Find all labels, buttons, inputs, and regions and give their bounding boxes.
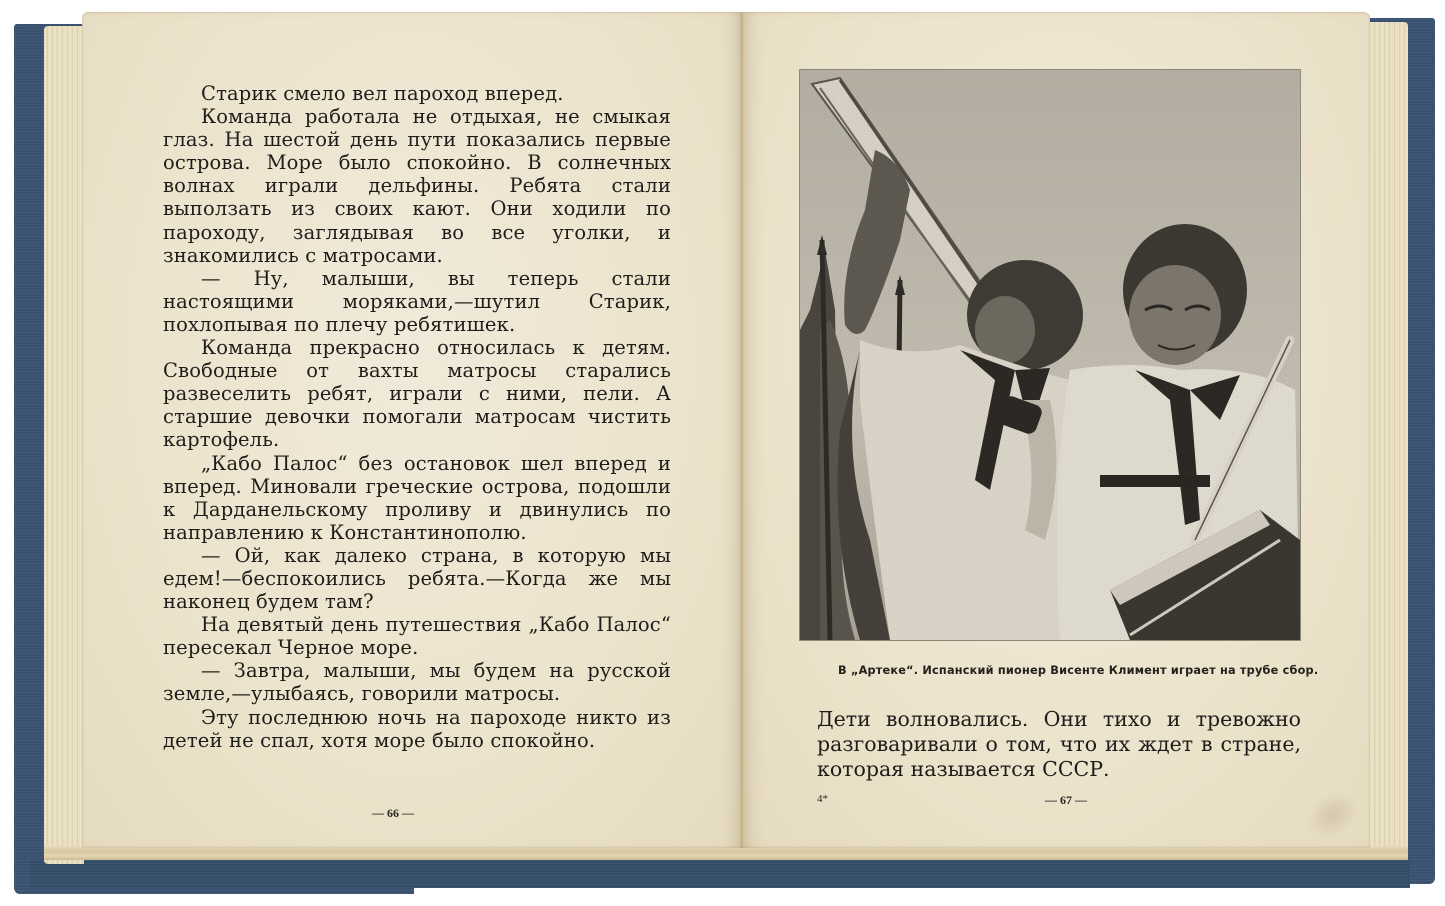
page-stack-bottom [44,846,1408,860]
paragraph: — Завтра, малыши, мы будем на русской земле,—улыбаясь, говорили матросы. [163,659,671,706]
paragraph: Дети волновались. Они тихо и тревожно разговаривали о том, что их ждет в стране, которая называется СССР. [817,707,1301,781]
book-cover-bottom-edge [30,860,1410,888]
paragraph: „Кабо Палос“ без остановок шел вперед и вперед. Миновали греческие острова, подошли к Дарданельскому проливу и двинулись по направлению к Константинополю. [163,451,671,544]
right-page-text [817,707,1301,782]
page-number-left: — 66 — [372,806,414,820]
paragraph: Старик смело вел пароход вперед. [201,82,564,105]
signature-mark: 4* [817,793,828,805]
page-number-right: — 67 — [1045,793,1087,807]
page-stack-left [44,26,84,864]
paragraph: Эту последнюю ночь на пароходе никто из детей не спал, хотя море было спокойно. [163,705,671,752]
paragraph: Команда прекрасно относилась к детям. Свободные от вахты матросы старались развеселить ребят, играли с ними, пели. А старшие девочки помогали матросам чистить картофель. [163,336,671,452]
paragraph: Команда работала не отдыхая, не смыкая глаз. На шестой день пути показались первые острова. Море было спокойно. В солнечных волнах играли дельфины. Ребята стали выползать из своих кают. Они ходили по пароходу, заглядывая во все уголки, и знакомились с матросами. [163,105,671,267]
book-gutter [740,14,743,846]
left-page-text [163,82,671,752]
page-stack-right [1368,22,1408,857]
paragraph: — Ну, малыши, вы теперь стали настоящими моряками,—шутил Старик, похлопывая по плечу ребятишек. [163,266,671,336]
photo-caption: В „Артеке“. Испанский пионер Висенте Климент играет на трубе сбор. [838,664,1319,677]
photo-illustration [800,70,1300,640]
paragraph: На девятый день путешествия „Кабо Палос“ пересекал Черное море. [163,613,671,660]
paragraph: — Ой, как далеко страна, в которую мы едем!—беспокоились ребята.—Когда же мы наконец будем там? [163,543,671,614]
